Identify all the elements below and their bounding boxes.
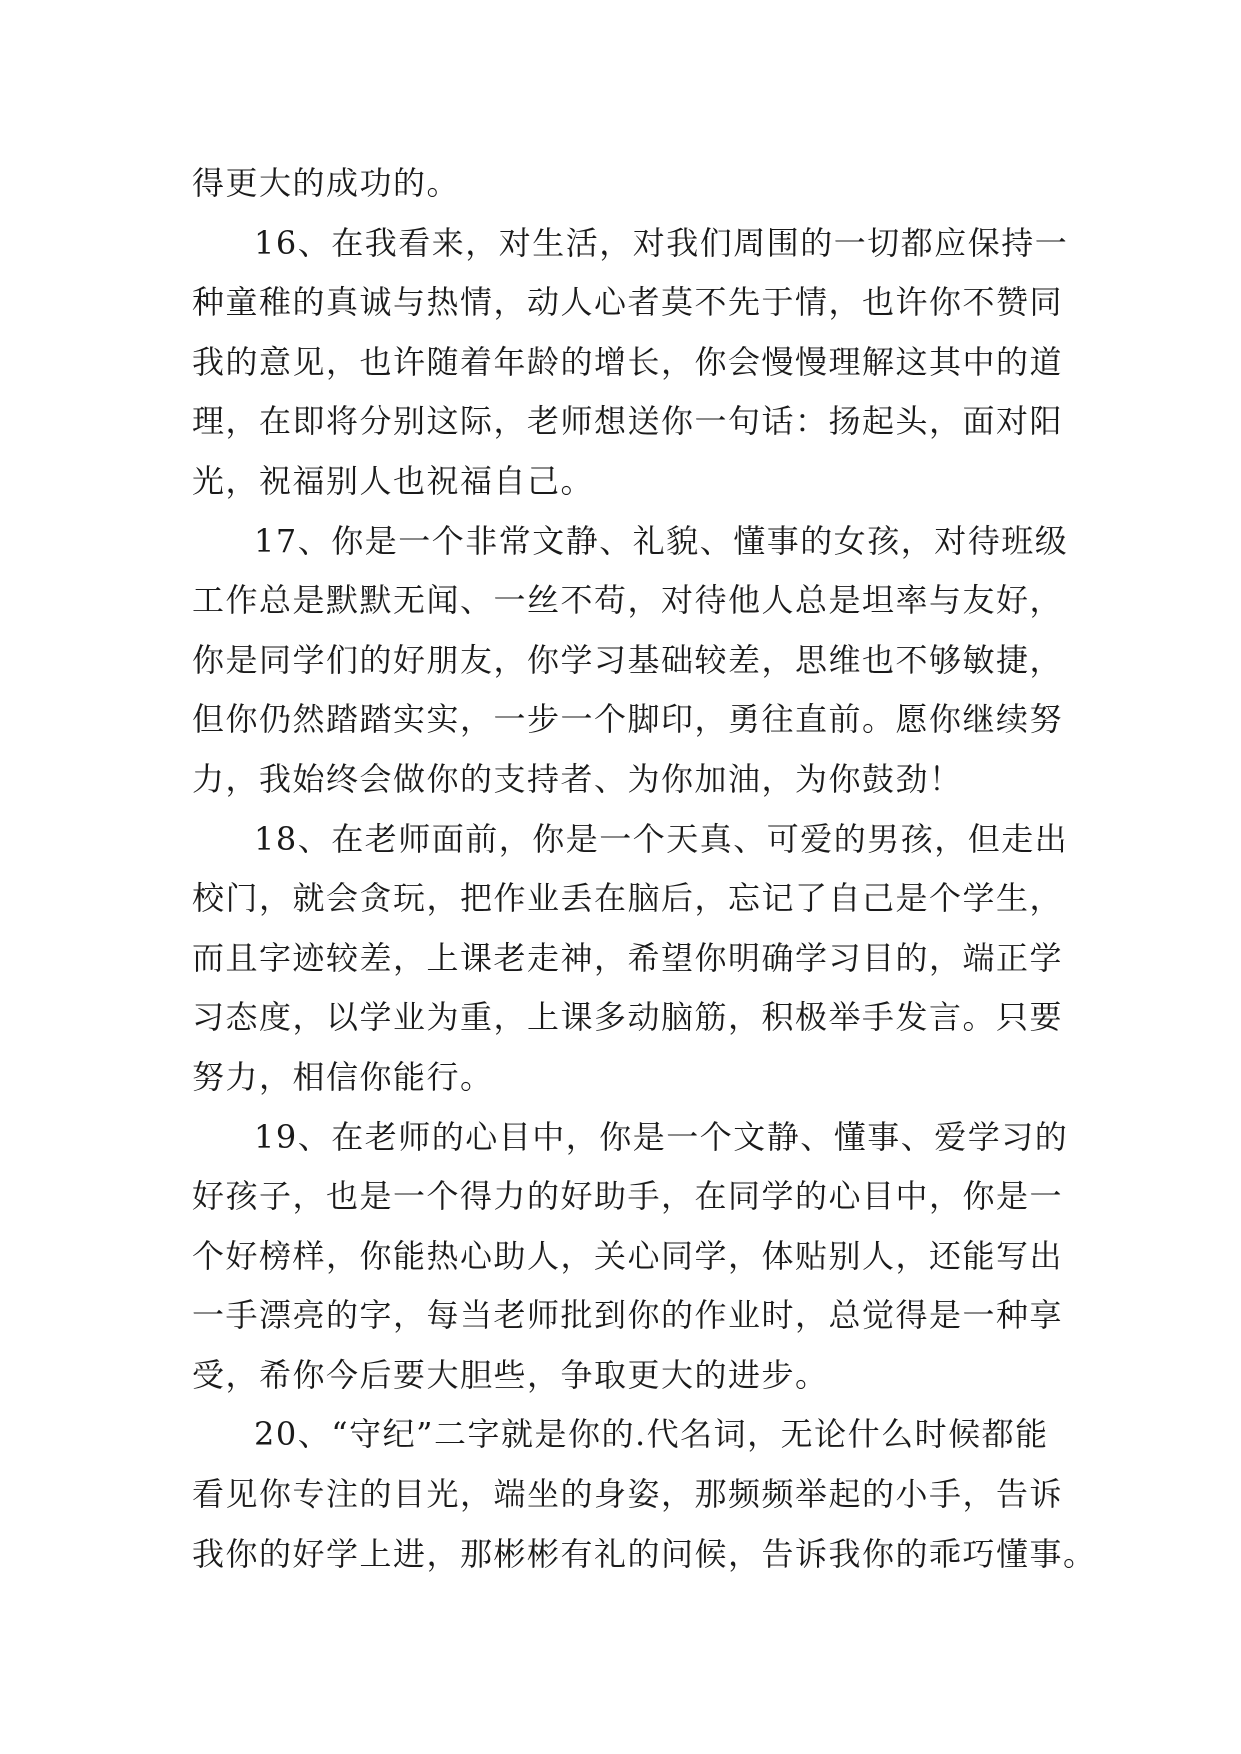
text-line: 理，在即将分别这际，老师想送你一句话：扬起头，面对阳 [192,402,1064,441]
document-body [192,154,1097,1584]
text-line: 受，希你今后要大胆些，争取更大的进步。 [192,1355,829,1394]
text-line: 工作总是默默无闻、一丝不苟，对待他人总是坦率与友好， [192,581,1064,620]
paragraph-17-start: 17、你是一个非常文静、礼貌、懂事的女孩，对待班级 [254,521,1069,560]
paragraph-20-start: 20、“守纪”二字就是你的.代名词，无论什么时候都能 [254,1415,1049,1454]
text-line: 好孩子，也是一个得力的好助手，在同学的心目中，你是一 [192,1177,1064,1216]
text-line: 种童稚的真诚与热情，动人心者莫不先于情，也许你不赞同 [192,283,1064,322]
text-line: 习态度，以学业为重，上课多动脑筋，积极举手发言。只要 [192,998,1064,1037]
paragraph-19-start: 19、在老师的心目中，你是一个文静、懂事、爱学习的 [254,1117,1069,1156]
text-line: 力，我始终会做你的支持者、为你加油，为你鼓劲！ [192,759,963,798]
text-line: 个好榜样，你能热心助人，关心同学，体贴别人，还能写出 [192,1236,1064,1275]
text-line: 我的意见，也许随着年龄的增长，你会慢慢理解这其中的道 [192,342,1064,381]
text-line: 校门，就会贪玩，把作业丢在脑后，忘记了自己是个学生， [192,879,1064,918]
text-line: 努力，相信你能行。 [192,1057,494,1096]
text-line: 而且字迹较差，上课老走神，希望你明确学习目的，端正学 [192,938,1064,977]
paragraph-16-start: 16、在我看来，对生活，对我们周围的一切都应保持一 [254,223,1069,262]
text-line: 你是同学们的好朋友，你学习基础较差，思维也不够敏捷， [192,640,1064,679]
text-line: 但你仍然踏踏实实，一步一个脚印，勇往直前。愿你继续努 [192,700,1064,739]
text-line: 得更大的成功的。 [192,164,461,202]
text-line: 看见你专注的目光，端坐的身姿，那频频举起的小手，告诉 [192,1475,1064,1514]
text-line: 光，祝福别人也祝福自己。 [192,461,595,500]
text-line: 一手漂亮的字，每当老师批到你的作业时，总觉得是一种享 [192,1296,1064,1335]
text-line: 我你的好学上进，那彬彬有礼的问候，告诉我你的乖巧懂事。 [192,1534,1097,1573]
paragraph-18-start: 18、在老师面前，你是一个天真、可爱的男孩，但走出 [254,819,1069,858]
